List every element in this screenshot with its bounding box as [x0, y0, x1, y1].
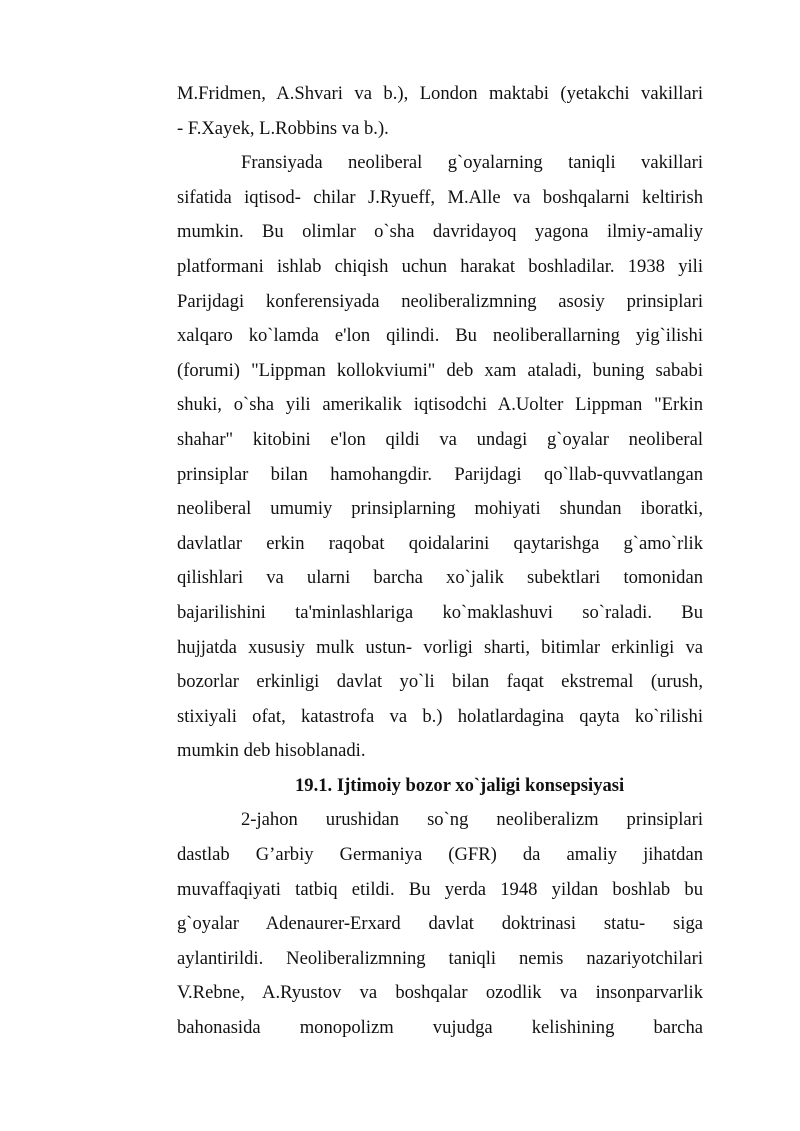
text-line: shuki, o`sha yili amerikalik iqtisodchi A.Uolter Lippman "Erkin [177, 394, 703, 416]
text-line: M.Fridmen, A.Shvari va b.), London maktabi (yetakchi vakillari [177, 83, 703, 104]
paragraph-start-line: 2-jahon urushidan so`ng neoliberalizm prinsiplari [241, 809, 703, 831]
text-line: - F.Xayek, L.Robbins va b.). [177, 117, 389, 139]
text-line: xalqaro ko`lamda e'lon qilindi. Bu neoliberallarning yig`ilishi [177, 325, 703, 347]
text-line: aylantirildi. Neoliberalizmning taniqli nemis nazariyotchilari [177, 947, 703, 969]
text-line: V.Rebne, A.Ryustov va boshqalar ozodlik va insonparvarlik [177, 982, 703, 1004]
text-line: bozorlar erkinligi davlat yo`li bilan faqat ekstremal (urush, [177, 671, 703, 693]
text-line: davlatlar erkin raqobat qoidalarini qaytarishga g`amo`rlik [177, 532, 703, 554]
text-line: dastlab G’arbiy Germaniya (GFR) da amaliy jihatdan [177, 844, 703, 866]
text-line: platformani ishlab chiqish uchun harakat boshladilar. 1938 yili [177, 255, 703, 277]
text-line: prinsiplar bilan hamohangdir. Parijdagi qo`llab-quvvatlangan [177, 463, 703, 485]
text-line: neoliberal umumiy prinsiplarning mohiyati shundan iboratki, [177, 498, 703, 520]
text-line: qilishlari va ularni barcha xo`jalik subektlari tomonidan [177, 567, 703, 589]
text-line: stixiyali ofat, katastrofa va b.) holatlardagina qayta ko`rilishi [177, 705, 703, 727]
body-text [177, 77, 703, 1046]
text-line: (forumi) "Lippman kollokviumi" deb xam ataladi, buning sababi [177, 359, 703, 381]
text-line: shahar" kitobini e'lon qildi va undagi g`oyalar neoliberal [177, 428, 703, 450]
text-line: bajarilishini ta'minlashlariga ko`maklashuvi so`raladi. Bu [177, 601, 703, 623]
text-line: mumkin. Bu olimlar o`sha davridayoq yagona ilmiy-amaliy [177, 221, 703, 243]
text-line: hujjatda xususiy mulk ustun- vorligi sharti, bitimlar erkinligi va [177, 636, 703, 658]
text-line: mumkin deb hisoblanadi. [177, 740, 366, 762]
text-line: g`oyalar Adenaurer-Erxard davlat doktrinasi statu- siga [177, 913, 703, 935]
text-line: sifatida iqtisod- chilar J.Ryueff, M.Alle va boshqalarni keltirish [177, 186, 703, 208]
section-heading: 19.1. Ijtimoiy bozor xo`jaligi konsepsiyasi [295, 774, 625, 796]
text-line: bahonasida monopolizm vujudga kelishining barcha [177, 1017, 703, 1039]
text-line: muvaffaqiyati tatbiq etildi. Bu yerda 1948 yildan boshlab bu [177, 878, 703, 900]
text-line: Parijdagi konferensiyada neoliberalizmning asosiy prinsiplari [177, 290, 703, 312]
paragraph-start-line: Fransiyada neoliberal g`oyalarning taniqli vakillari [241, 152, 703, 174]
